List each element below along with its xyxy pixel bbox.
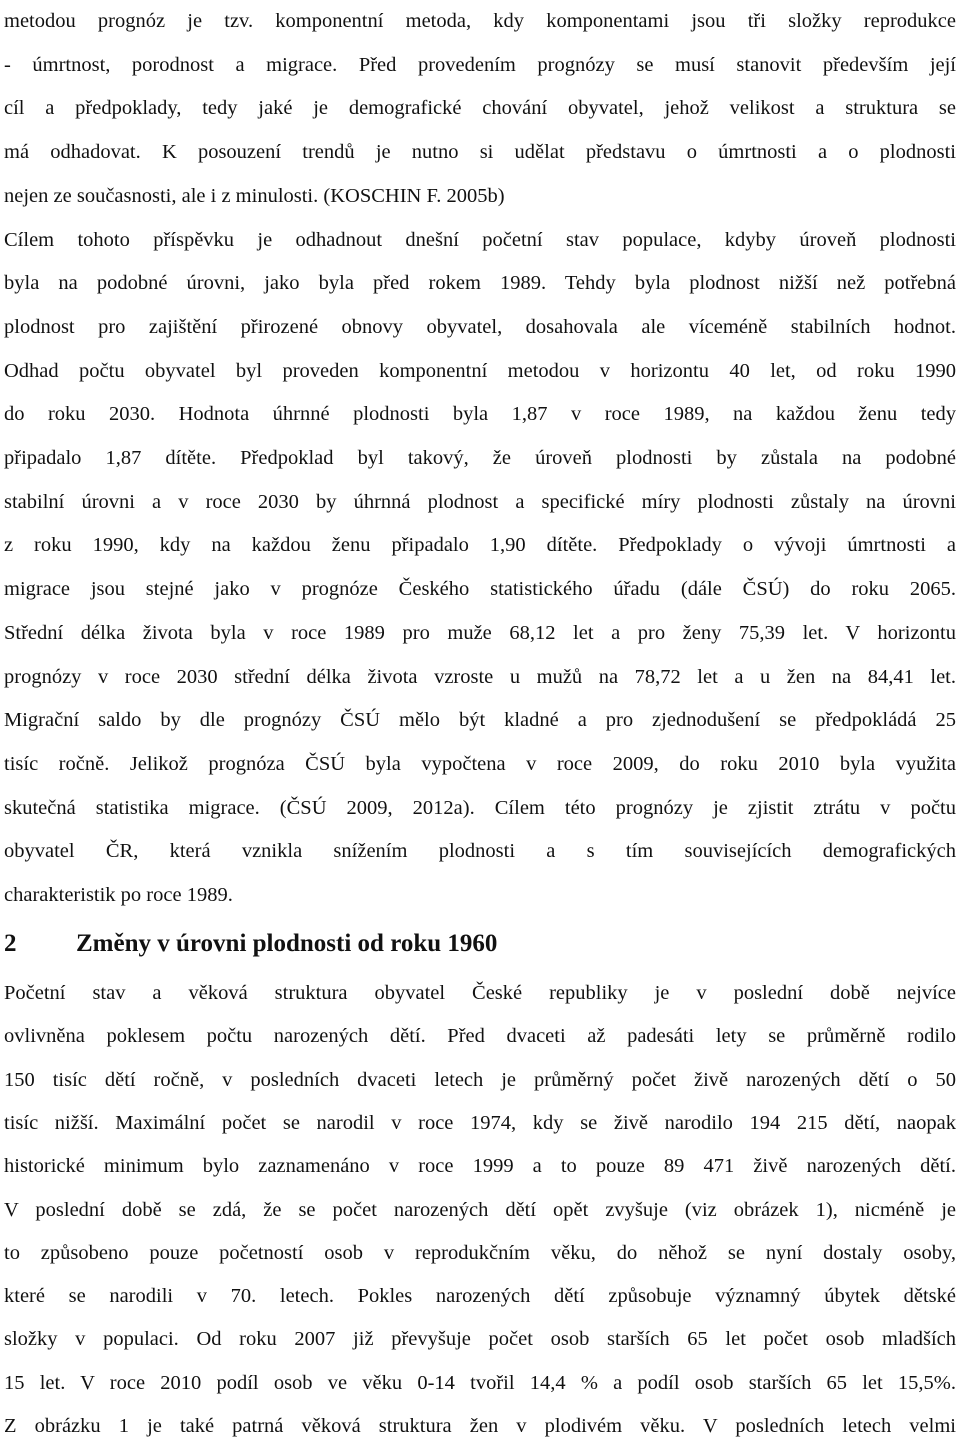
- text-line: připadalo 1,87 dítěte. Předpoklad byl takový, že úroveň plodnosti by zůstala na podobné: [4, 447, 956, 469]
- text-line: skutečná statistika migrace. (ČSÚ 2009, 2012a). Cílem této prognózy je zjistit ztrátu v počtu: [4, 796, 956, 819]
- text-line: z roku 1990, kdy na každou ženu připadalo 1,90 dítěte. Předpoklady o vývoji úmrtnosti a: [4, 534, 956, 557]
- text-line: 150 tisíc dětí ročně, v posledních dvaceti letech je průměrný počet živě narozených dětí o 50: [4, 1068, 956, 1091]
- text-line: Migrační saldo by dle prognózy ČSÚ mělo být kladné a pro zjednodušení se předpokládá 25: [4, 709, 956, 732]
- text-line: byla na podobné úrovni, jako byla před rokem 1989. Tehdy byla plodnost nižší než potřebná: [4, 272, 956, 295]
- section-heading: [4, 926, 956, 962]
- text-line: - úmrtnost, porodnost a migrace. Před provedením prognózy se musí stanovit především její: [4, 53, 956, 76]
- text-line: historické minimum bylo zaznamenáno v roce 1999 a to pouze 89 471 živě narozených dětí.: [4, 1155, 956, 1178]
- text-line: Odhad počtu obyvatel byl proveden komponentní metodou v horizontu 40 let, od roku 1990: [4, 359, 956, 382]
- text-line: charakteristik po roce 1989.: [4, 884, 233, 906]
- text-line: má odhadovat. K posouzení trendů je nutno si udělat představu o úmrtnosti a o plodnosti: [4, 141, 956, 164]
- text-line: tisíc ročně. Jelikož prognóza ČSÚ byla vypočtena v roce 2009, do roku 2010 byla využita: [4, 752, 956, 775]
- text-line: ovlivněna poklesem počtu narozených dětí. Před dvaceti až padesáti lety se průměrně rodilo: [4, 1025, 956, 1048]
- text-line: cíl a předpoklady, tedy jaké je demografické chování obyvatel, jehož velikost a struktura se: [4, 97, 956, 120]
- text-line: Početní stav a věková struktura obyvatel České republiky je v poslední době nejvíce: [4, 982, 956, 1004]
- text-line: V poslední době se zdá, že se počet narozených dětí opět zvyšuje (viz obrázek 1), nicméně je: [4, 1198, 956, 1221]
- text-line: 15 let. V roce 2010 podíl osob ve věku 0-14 tvořil 14,4 % a podíl osob starších 65 let 15,5%.: [4, 1371, 956, 1394]
- text-line: do roku 2030. Hodnota úhrnné plodnosti byla 1,87 v roce 1989, na každou ženu tedy: [4, 403, 956, 426]
- text-line: plodnost pro zajištění přirozené obnovy obyvatel, dosahovala ale víceméně stabilních hodnot.: [4, 315, 956, 338]
- text-line: které se narodili v 70. letech. Pokles narozených dětí způsobuje významný úbytek dětské: [4, 1285, 956, 1308]
- text-line: složky v populaci. Od roku 2007 již převyšuje počet osob starších 65 let počet osob mladších: [4, 1328, 956, 1351]
- text-line: to způsobeno pouze početností osob v reprodukčním věku, do něhož se nyní dostaly osoby,: [4, 1241, 956, 1264]
- text-line: metodou prognóz je tzv. komponentní metoda, kdy komponentami jsou tři složky reprodukce: [4, 10, 956, 32]
- text-line: Z obrázku 1 je také patrná věková struktura žen v plodivém věku. V posledních letech velmi: [4, 1415, 956, 1437]
- text-line: stabilní úrovni a v roce 2030 by úhrnná plodnost a specifické míry plodnosti zůstaly na úrovni: [4, 490, 956, 513]
- text-line: migrace jsou stejné jako v prognóze Českého statistického úřadu (dále ČSÚ) do roku 2065.: [4, 578, 956, 601]
- text-line: tisíc nižší. Maximální počet se narodil v roce 1974, kdy se živě narodilo 194 215 dětí, naopak: [4, 1111, 956, 1134]
- text-line: prognózy v roce 2030 střední délka života vzroste u mužů na 78,72 let a u žen na 84,41 let.: [4, 665, 956, 688]
- section-heading-title: Změny v úrovni plodnosti od roku 1960: [76, 930, 498, 957]
- text-line: Střední délka života byla v roce 1989 pro muže 68,12 let a pro ženy 75,39 let. V horizontu: [4, 621, 956, 644]
- text-line: obyvatel ČR, která vznikla snížením plodnosti a s tím souvisejících demografických: [4, 840, 956, 863]
- text-line: Cílem tohoto příspěvku je odhadnout dnešní početní stav populace, kdyby úroveň plodnosti: [4, 228, 956, 251]
- section-heading-number: 2: [4, 930, 17, 957]
- text-line: nejen ze současnosti, ale i z minulosti. (KOSCHIN F. 2005b): [4, 184, 505, 207]
